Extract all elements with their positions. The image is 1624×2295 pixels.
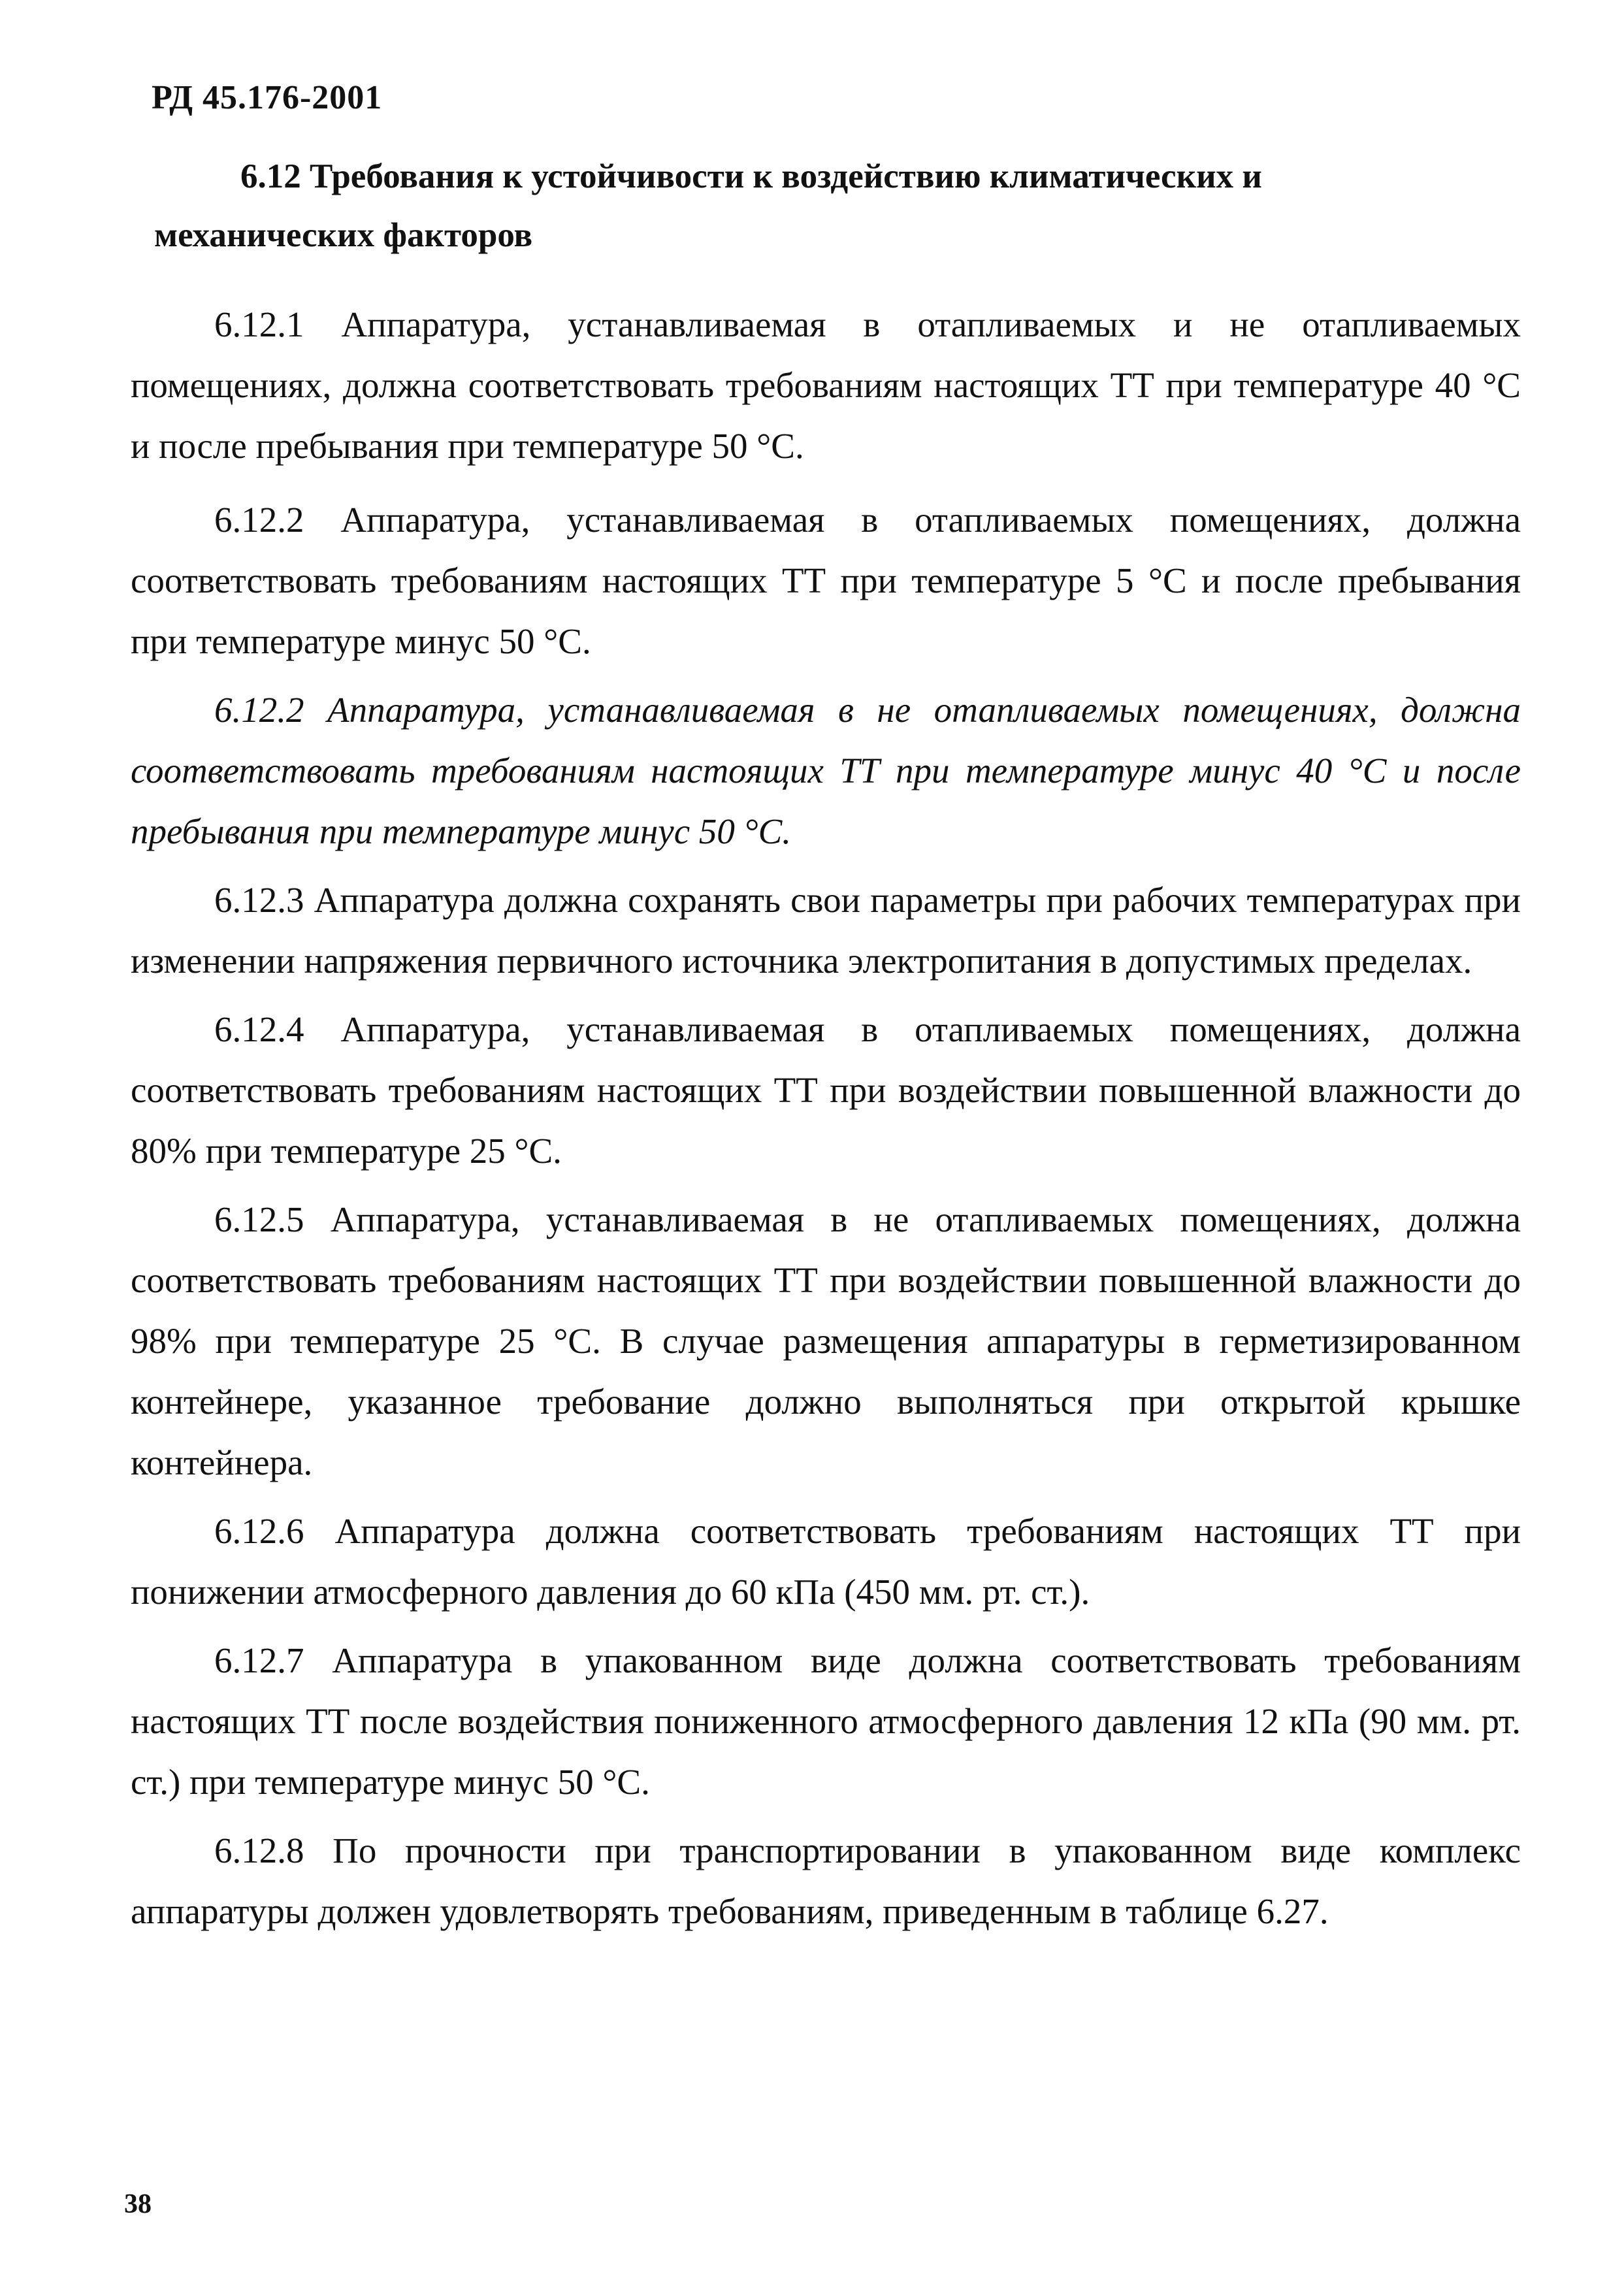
page-number: 38 [124,2189,152,2219]
paragraph-6-12-5: 6.12.5 Аппаратура, устанавливаемая в не отапливаемых помещениях, должна соответствовать требованиям настоящих ТТ при воздействии повышенной влажности до 98% при температуре 25 °С. В случае размещения аппаратуры в герметизированном контейнере, указанное требование должно выполняться при открытой крышке контейнера. [131,1199,1521,1482]
paragraph-6-12-2-heated: 6.12.2 Аппаратура, устанавливаемая в отапливаемых помещениях, должна соответствовать требованиям настоящих ТТ при температуре 5 °С и после пребывания при температуре минус 50 °С. [131,500,1521,661]
paragraph-6-12-2-unheated: 6.12.2 Аппаратура, устанавливаемая в не отапливаемых помещениях, должна соответствовать требованиям настоящих ТТ при температуре минус 40 °С и после пребывания при температуре минус 50 °С. [131,690,1521,851]
section-title: 6.12 Требования к устойчивости к воздействию климатических и механических факторов [154,157,1262,254]
document-body [131,294,1521,1942]
paragraph-6-12-7: 6.12.7 Аппаратура в упакованном виде должна соответствовать требованиям настоящих ТТ после воздействия пониженного атмосферного давления 12 кПа (90 мм. рт. ст.) при температуре минус 50 °С. [131,1640,1521,1802]
paragraph-6-12-3: 6.12.3 Аппаратура должна сохранять свои параметры при рабочих температурах при изменении напряжения первичного источника электропитания в допустимых пределах. [131,880,1521,981]
paragraph-6-12-1: 6.12.1 Аппаратура, устанавливаемая в отапливаемых и не отапливаемых помещениях, должна соответствовать требованиям настоящих ТТ при температуре 40 °С и после пребывания при температуре 50 °С. [131,304,1521,466]
document-code: РД 45.176-2001 [152,79,383,116]
paragraph-6-12-8: 6.12.8 По прочности при транспортировании в упакованном виде комплекс аппаратуры должен удовлетворять требованиям, приведенным в таблице 6.27. [131,1831,1521,1931]
paragraph-6-12-6: 6.12.6 Аппаратура должна соответствовать требованиям настоящих ТТ при понижении атмосферного давления до 60 кПа (450 мм. рт. ст.). [131,1511,1521,1612]
paragraph-6-12-4: 6.12.4 Аппаратура, устанавливаемая в отапливаемых помещениях, должна соответствовать требованиям настоящих ТТ при воздействии повышенной влажности до 80% при температуре 25 °С. [131,1009,1521,1171]
